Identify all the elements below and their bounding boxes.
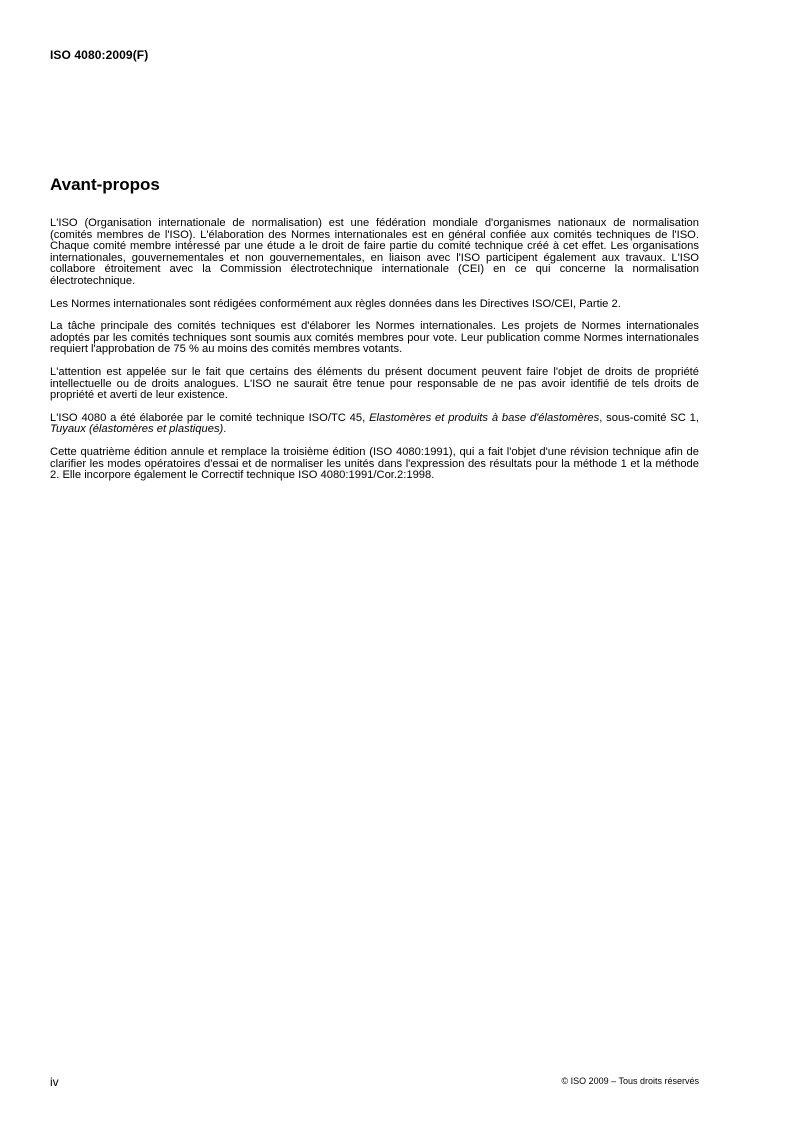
subcommittee-title: Tuyaux (élastomères et plastiques) [50,423,224,436]
document-reference: ISO 4080:2009(F) [50,48,149,62]
foreword-body [50,218,699,493]
paragraph-edition: Cette quatrième édition annule et remplace la troisième édition (ISO 4080:1991), qui a fait l'objet d'une révision technique afin de clarifier les modes opératoires d'essai et de normaliser les unités dans l'expression des résultats pour la méthode 1 et la méthode 2. Elle incorpore également le Correctif technique ISO 4080:1991/Cor.2:1998. [50,445,699,482]
prepared-by-text: L'ISO 4080 a été élaborée par le comité technique ISO/TC 45, [50,411,370,424]
paragraph-iso-organisation: L'ISO (Organisation internationale de normalisation) est une fédération mondiale d'organismes nationaux de normalisation (comités membres de l'ISO). L'élaboration des Normes internationales est en général confiée aux comités techniques de l'ISO. Chaque comité membre intéressé par une étude a le droit de faire partie du comité technique créé à cet effet. Les organisations internationales, gouvernementales et non gouvernementales, en liaison avec l'ISO participent également aux travaux. L'ISO collabore étroitement avec la Commission électrotechnique internationale (CEI) en ce qui concerne la normalisation électrotechnique. [50,217,699,287]
section-title: Avant-propos [50,175,160,194]
page-number: iv [50,1075,59,1089]
paragraph-patent-rights: L'attention est appelée sur le fait que certains des éléments du présent document peuvent faire l'objet de droits de propriété intellectuelle ou de droits analogues. L'ISO ne saurait être tenue pour responsable de ne pas avoir identifié de tels droits de propriété et averti de leur existence. [50,365,699,402]
prepared-by-end: . [223,423,227,436]
paragraph-prepared-by [50,413,699,436]
paragraph-directives: Les Normes internationales sont rédigées conformément aux règles données dans les Directives ISO/CEI, Partie 2. [50,297,621,310]
subcommittee-text: , sous-comité SC 1, [599,411,699,424]
committee-title: Elastomères et produits à base d'élastomères [369,411,600,424]
copyright-notice: © ISO 2009 – Tous droits réservés [561,1076,699,1086]
paragraph-technical-committees: La tâche principale des comités techniques est d'élaborer les Normes internationales. Les projets de Normes internationales adoptés par les comités techniques sont soumis aux comités membres pour vote. Leur publication comme Normes internationales requiert l'approbation de 75 % au moins des comités membres votants. [50,320,699,356]
